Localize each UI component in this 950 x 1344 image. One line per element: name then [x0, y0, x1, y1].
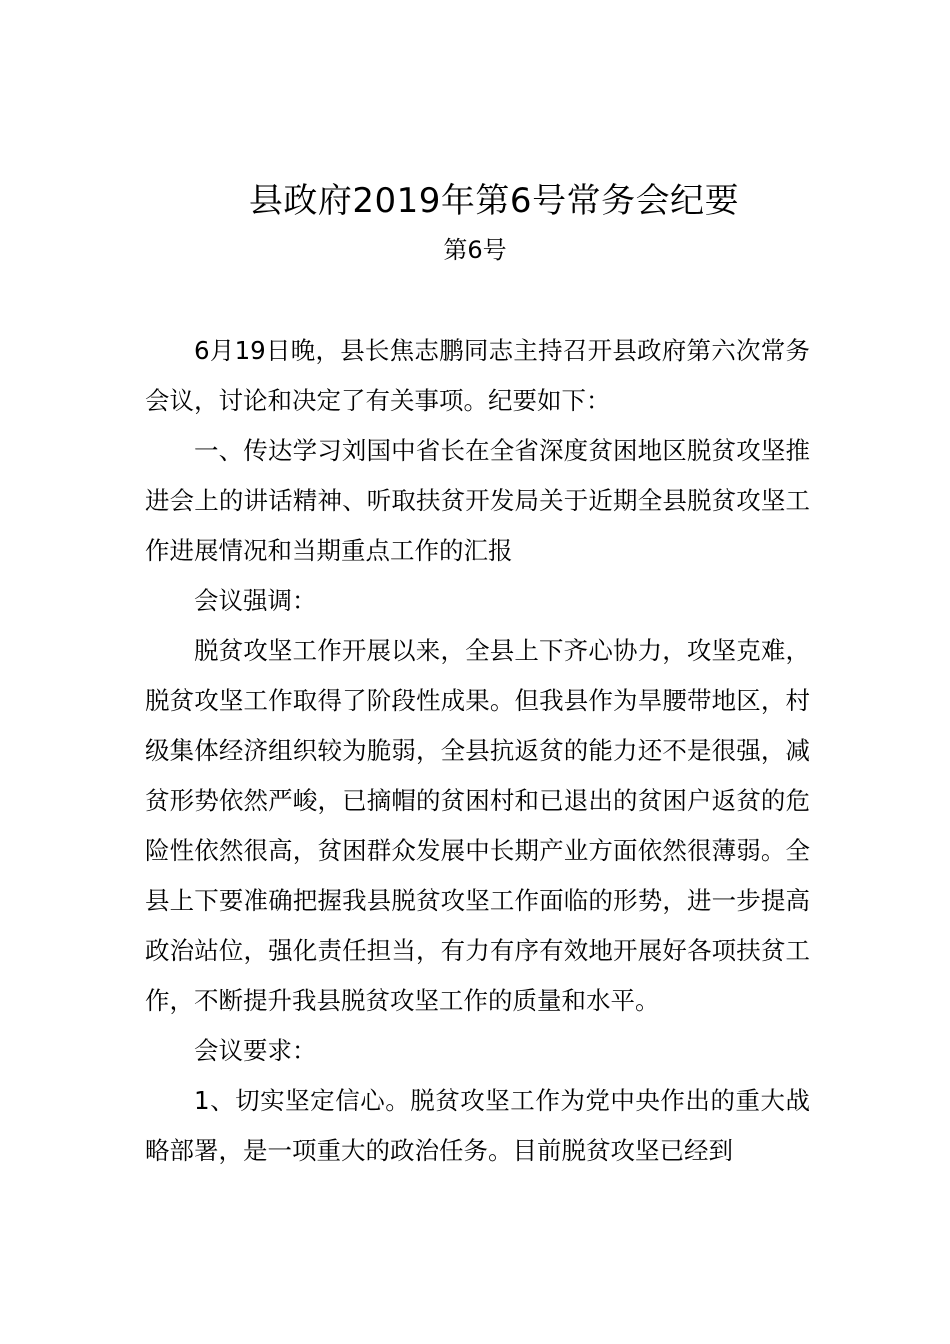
- document-number: 第6号: [443, 236, 507, 264]
- paragraph-meeting-intro: 6月19日晚，县长焦志鹏同志主持召开县政府第六次常务会议，讨论和决定了有关事项。纪要如下：: [145, 336, 810, 415]
- paragraph-section-one-heading: 一、传达学习刘国中省长在全省深度贫困地区脱贫攻坚推进会上的讲话精神、听取扶贫开发局关于近期全县脱贫攻坚工作进展情况和当期重点工作的汇报: [145, 436, 810, 565]
- paragraph-meeting-requirements-label: 会议要求：: [194, 1036, 317, 1065]
- paragraph-meeting-emphasis-label: 会议强调：: [194, 586, 317, 615]
- document-body: [145, 326, 810, 1176]
- paragraph-requirement-one: 1、切实坚定信心。脱贫攻坚工作为党中央作出的重大战略部署，是一项重大的政治任务。目前脱贫攻坚已经到: [145, 1086, 810, 1165]
- document-title: 县政府2019年第6号常务会纪要: [248, 181, 740, 221]
- paragraph-poverty-situation: 脱贫攻坚工作开展以来，全县上下齐心协力，攻坚克难，脱贫攻坚工作取得了阶段性成果。但我县作为旱腰带地区，村级集体经济组织较为脆弱，全县抗返贫的能力还不是很强，减贫形势依然严峻，已摘帽的贫困村和已退出的贫困户返贫的危险性依然很高，贫困群众发展中长期产业方面依然很薄弱。全县上下要准确把握我县脱贫攻坚工作面临的形势，进一步提高政治站位，强化责任担当，有力有序有效地开展好各项扶贫工作，不断提升我县脱贫攻坚工作的质量和水平。: [145, 636, 810, 1015]
